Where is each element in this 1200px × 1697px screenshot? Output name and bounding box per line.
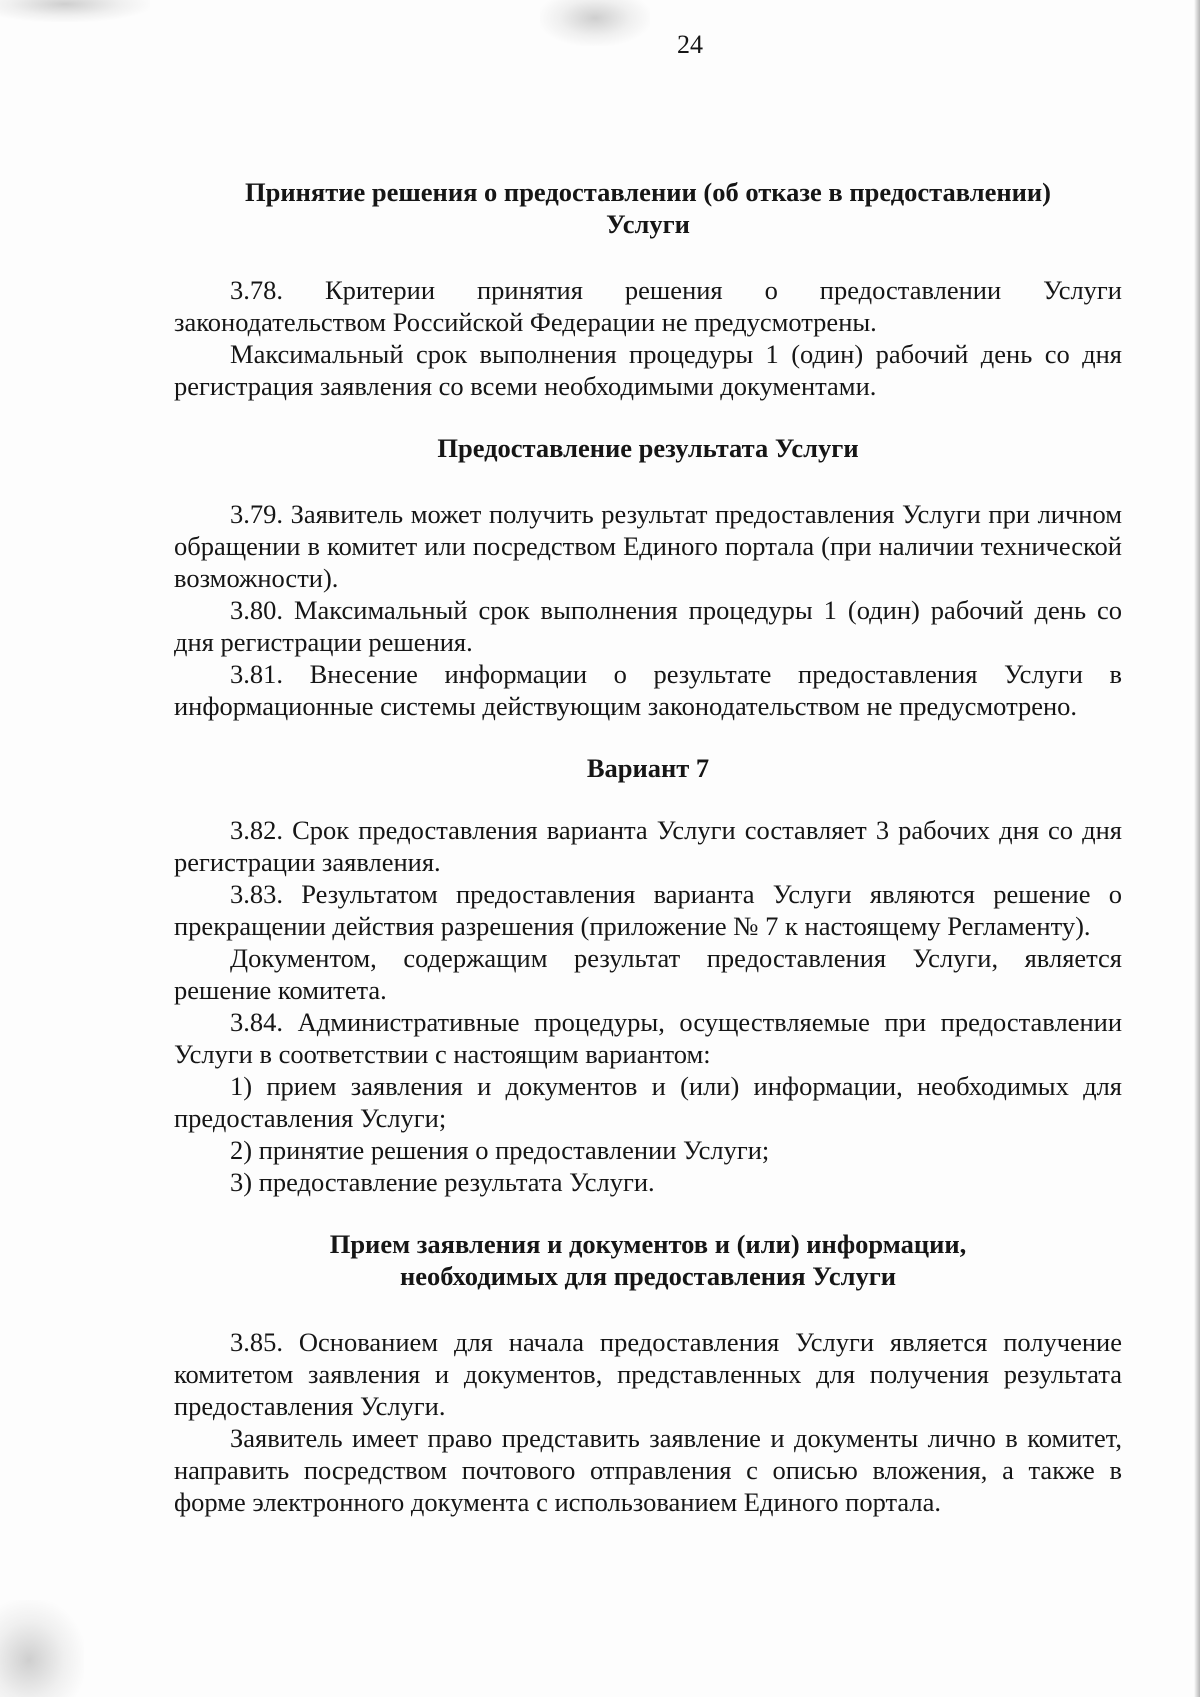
scan-artifact-bottom-left	[0, 1600, 84, 1697]
document-body	[174, 176, 1122, 1518]
paragraph-3-80: 3.80. Максимальный срок выполнения процедуры 1 (один) рабочий день со дня регистрации решения.	[174, 595, 1122, 657]
heading-line: Услуги	[606, 209, 690, 239]
paragraph-3-78: 3.78. Критерии принятия решения о предоставлении Услуги законодательством Российской Федерации не предусмотрены.	[174, 275, 1122, 337]
list-item: 2) принятие решения о предоставлении Услуги;	[230, 1135, 770, 1165]
page-number: 24	[677, 30, 703, 59]
paragraph-3-81: 3.81. Внесение информации о результате предоставления Услуги в информационные системы действующим законодательством не предусмотрено.	[174, 659, 1122, 721]
heading-line: необходимых для предоставления Услуги	[399, 1261, 897, 1291]
paragraph-3-78-term: Максимальный срок выполнения процедуры 1 (один) рабочий день со дня регистрация заявления со всеми необходимыми документами.	[174, 339, 1122, 401]
scan-edge-shadow	[1194, 0, 1200, 1697]
section-heading-result: Предоставление результата Услуги	[437, 433, 859, 463]
heading-line: Прием заявления и документов и (или) информации,	[329, 1229, 967, 1259]
heading-line: Принятие решения о предоставлении (об отказе в предоставлении)	[245, 177, 1051, 207]
list-item: 1) прием заявления и документов и (или) информации, необходимых для предоставления Услуги;	[174, 1071, 1122, 1133]
paragraph-3-83-document: Документом, содержащим результат предоставления Услуги, является решение комитета.	[174, 943, 1122, 1005]
paragraph-3-83: 3.83. Результатом предоставления варианта Услуги являются решение о прекращении действия разрешения (приложение № 7 к настоящему Регламенту).	[174, 879, 1122, 941]
section-heading-application	[174, 1228, 1122, 1292]
paragraph-3-84: 3.84. Административные процедуры, осуществляемые при предоставлении Услуги в соответствии с настоящим вариантом:	[174, 1007, 1122, 1069]
section-heading-variant-7: Вариант 7	[586, 753, 710, 783]
scan-artifact-top-left	[0, 0, 150, 22]
list-item: 3) предоставление результата Услуги.	[230, 1167, 655, 1197]
paragraph-3-85: 3.85. Основанием для начала предоставления Услуги является получение комитетом заявления и документов, представленных для получения результата предоставления Услуги.	[174, 1327, 1122, 1421]
section-heading-decision	[174, 176, 1122, 240]
paragraph-3-79: 3.79. Заявитель может получить результат предоставления Услуги при личном обращении в комитет или посредством Единого портала (при наличии технической возможности).	[174, 499, 1122, 593]
paragraph-3-82: 3.82. Срок предоставления варианта Услуги составляет 3 рабочих дня со дня регистрации заявления.	[174, 815, 1122, 877]
paragraph-3-85-rights: Заявитель имеет право представить заявление и документы лично в комитет, направить посредством почтового отправления с описью вложения, а также в форме электронного документа с использованием Единого портала.	[174, 1423, 1122, 1517]
